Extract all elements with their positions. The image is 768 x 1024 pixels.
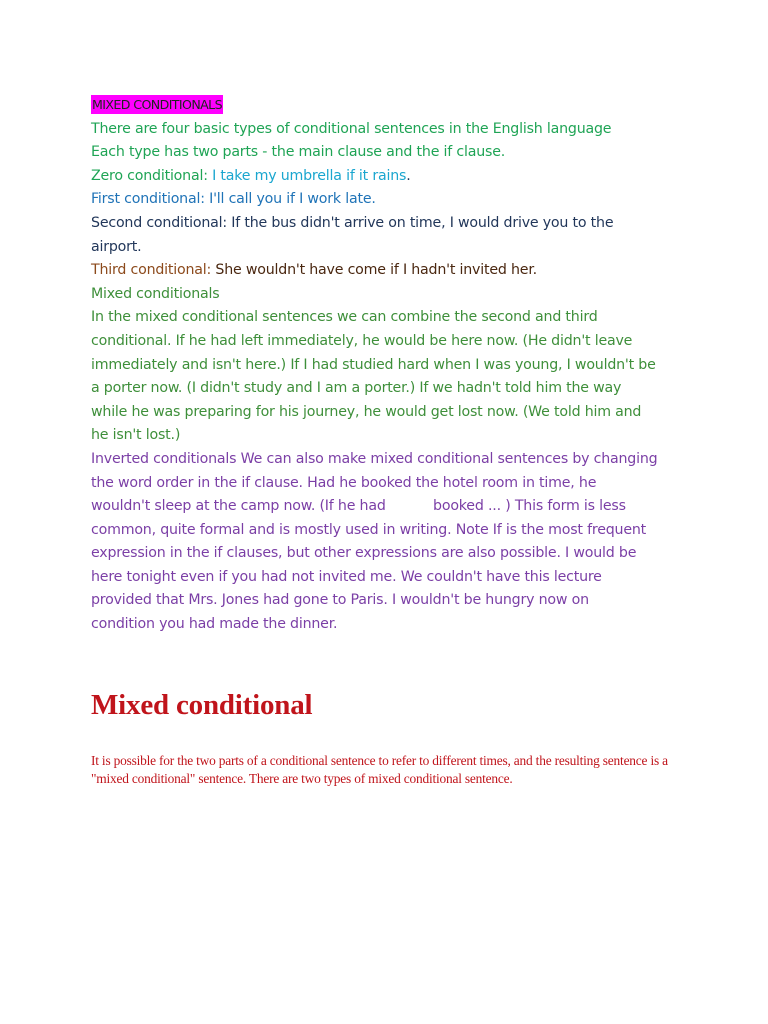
inverted-line-2: the word order in the if clause. Had he booked the hotel room in time, he xyxy=(91,474,597,491)
mixed-line-5: while he was preparing for his journey, he would get lost now. (We told him and xyxy=(91,403,642,420)
mixed-line-2: conditional. If he had left immediately, he would be here now. (He didn't leave xyxy=(91,332,633,349)
second-conditional-text: econd conditional: If the bus didn't arrive on time, I would drive you to the xyxy=(99,214,614,231)
mixed-line-3: immediately and isn't here.) If I had studied hard when I was young, I wouldn't be xyxy=(91,356,656,373)
heading-line xyxy=(91,94,691,118)
inverted-line-8: condition you had made the dinner. xyxy=(91,616,338,633)
zero-conditional-example: I take my umbrella if it rains xyxy=(207,167,407,184)
first-conditional-label: First conditional: xyxy=(91,191,205,208)
mixed-conditionals-title: Mixed conditionals xyxy=(91,285,220,302)
second-conditional-line-2: airport. xyxy=(91,238,142,255)
conditionals-body xyxy=(91,94,691,637)
zero-conditional-line xyxy=(91,165,691,189)
inverted-line-4: common, quite formal and is mostly used in writing. Note If is the most frequent xyxy=(91,521,647,538)
third-conditional-example: She wouldn't have come if I hadn't invited her. xyxy=(211,262,537,279)
inverted-line-5: expression in the if clauses, but other expressions are also possible. I would be xyxy=(91,545,637,562)
third-conditional-line xyxy=(91,259,691,283)
zero-conditional-end: . xyxy=(406,167,411,184)
second-conditional-first-letter: S xyxy=(91,214,100,231)
inverted-line-3: wouldn't sleep at the camp now. (If he had booked ... ) This form is less xyxy=(91,498,626,515)
first-conditional-line xyxy=(91,188,691,212)
intro-line-1: There are four basic types of conditional sentences in the English language xyxy=(91,120,612,137)
inverted-line-7: provided that Mrs. Jones had gone to Paris. I wouldn't be hungry now on xyxy=(91,592,589,609)
mixed-line-6: he isn't lost.) xyxy=(91,427,181,444)
inverted-line-6: here tonight even if you had not invited me. We couldn't have this lecture xyxy=(91,568,602,585)
third-conditional-label: Third conditional: xyxy=(91,262,212,279)
first-conditional-example: I'll call you if I work late. xyxy=(204,191,376,208)
inverted-line-1: Inverted conditionals We can also make mixed conditional sentences by changing xyxy=(91,450,658,467)
intro-line-2: Each type has two parts - the main clause and the if clause. xyxy=(91,144,506,161)
second-conditional-line xyxy=(91,212,691,236)
mixed-line-1: In the mixed conditional sentences we can combine the second and third xyxy=(91,309,598,326)
mixed-line-4: a porter now. (I didn't study and I am a porter.) If we hadn't told him the way xyxy=(91,380,622,397)
section-paragraph: It is possible for the two parts of a conditional sentence to refer to different times, and the resulting sentence is a "mixed conditional" sentence. There are two types of mixed conditional sentence. xyxy=(91,753,668,786)
section-title: Mixed conditional xyxy=(91,689,313,721)
zero-conditional-label: Zero conditional: xyxy=(91,167,208,184)
highlighted-heading: MIXED CONDITIONALS xyxy=(92,97,222,112)
